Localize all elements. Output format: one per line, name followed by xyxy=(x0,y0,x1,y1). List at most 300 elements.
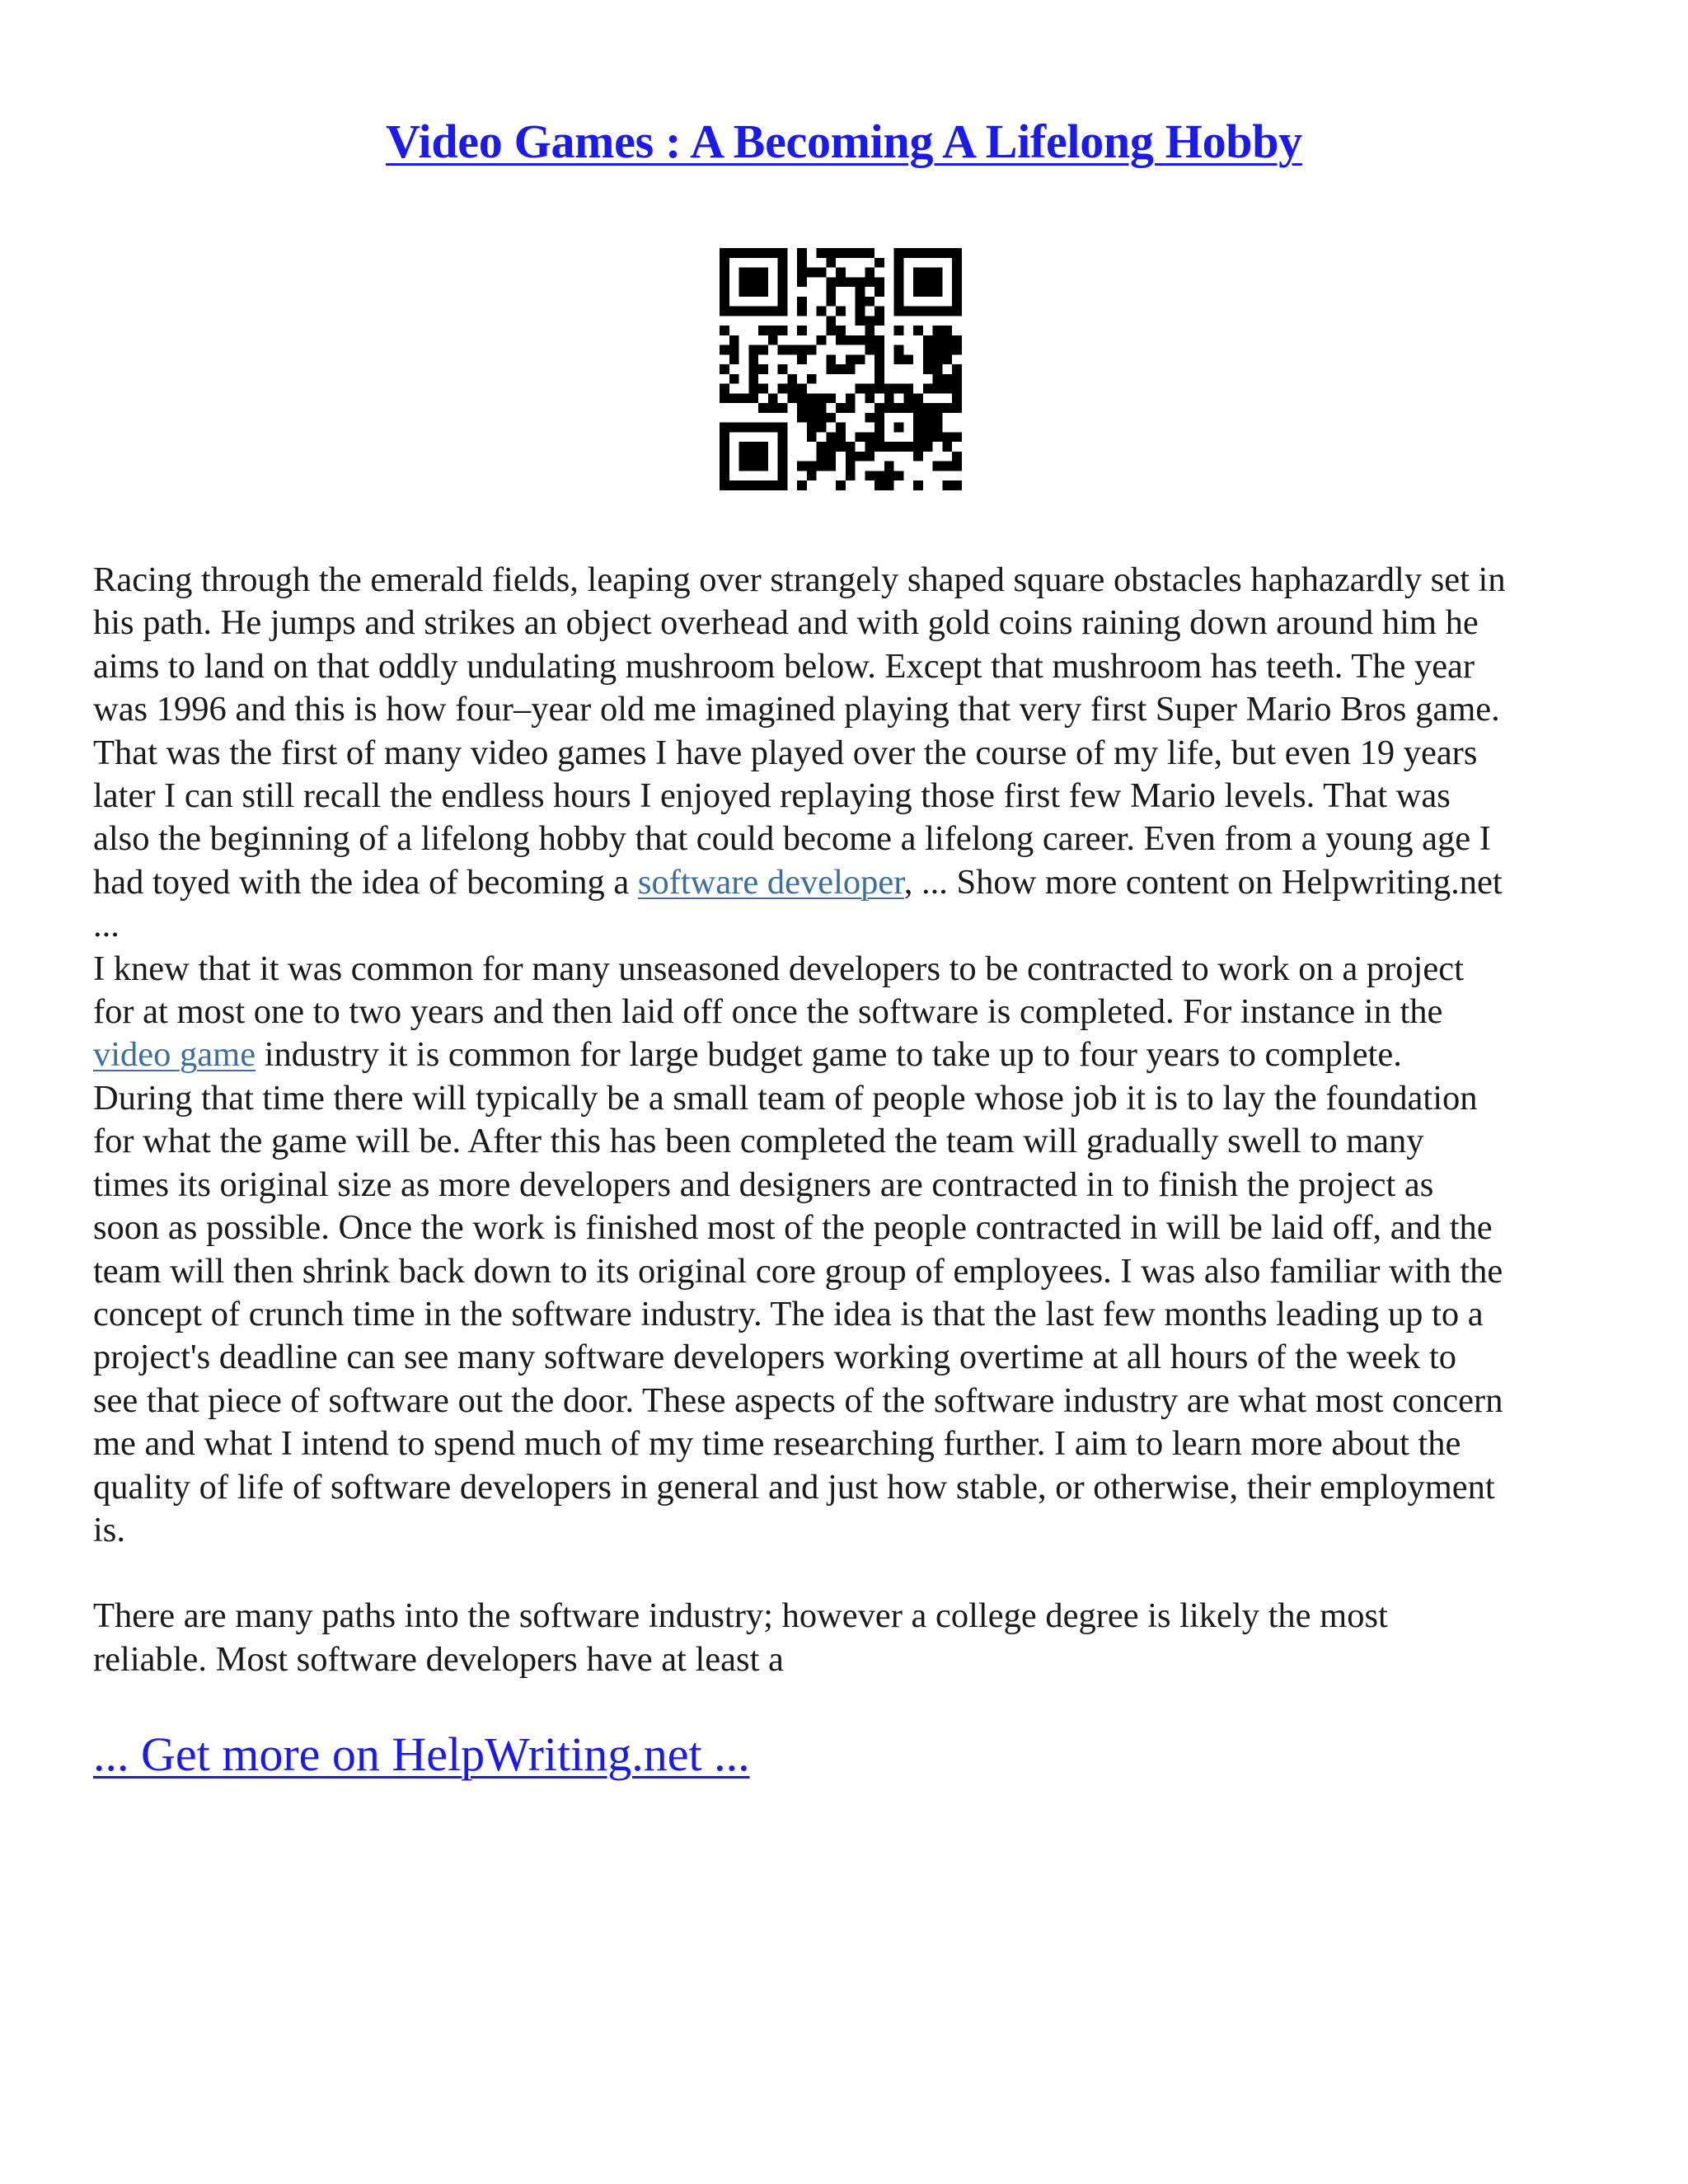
qr-module xyxy=(903,384,913,394)
qr-module xyxy=(836,432,846,442)
qr-module xyxy=(720,326,729,335)
qr-module xyxy=(865,248,874,258)
qr-module xyxy=(720,268,729,278)
qr-module xyxy=(846,248,856,258)
qr-module xyxy=(729,345,739,355)
qr-module xyxy=(952,462,962,471)
qr-module xyxy=(894,297,904,307)
qr-module xyxy=(913,403,923,413)
qr-module xyxy=(933,354,943,364)
qr-module xyxy=(720,277,729,287)
get-more-link[interactable]: ... Get more on HelpWriting.net ... xyxy=(93,1727,750,1781)
qr-module xyxy=(846,335,856,345)
qr-module xyxy=(903,393,913,403)
qr-module xyxy=(913,268,923,278)
text-line: That was the first of many video games I have played over the course of my life, but even 19 years xyxy=(93,733,1478,772)
qr-module xyxy=(874,374,884,384)
qr-module xyxy=(797,277,807,287)
qr-module xyxy=(923,307,933,316)
qr-module xyxy=(748,462,758,471)
qr-module xyxy=(836,442,846,452)
qr-module xyxy=(797,248,807,258)
qr-module xyxy=(952,248,962,258)
qr-module xyxy=(894,403,904,413)
qr-module xyxy=(807,403,817,413)
qr-module xyxy=(856,335,865,345)
qr-module xyxy=(952,287,962,297)
qr-module xyxy=(758,277,768,287)
qr-module xyxy=(952,297,962,307)
qr-module xyxy=(807,268,817,278)
qr-module xyxy=(856,248,865,258)
text-line: I knew that it was common for many unseasoned developers to be contracted to work on a project xyxy=(93,949,1464,988)
text-line: also the beginning of a lifelong hobby that could become a lifelong career. Even from a young age I xyxy=(93,819,1491,859)
qr-module xyxy=(787,384,797,394)
qr-module xyxy=(778,297,788,307)
qr-module xyxy=(748,452,758,462)
qr-module xyxy=(720,480,729,490)
qr-module xyxy=(817,442,827,452)
qr-module xyxy=(913,287,923,297)
qr-code-image xyxy=(720,248,962,490)
qr-module xyxy=(894,354,904,364)
qr-module xyxy=(748,345,758,355)
qr-module xyxy=(874,403,884,413)
qr-module xyxy=(952,403,962,413)
qr-module xyxy=(894,471,904,480)
qr-module xyxy=(923,354,933,364)
qr-module xyxy=(913,277,923,287)
qr-module xyxy=(923,442,933,452)
qr-module xyxy=(856,316,865,326)
qr-module xyxy=(778,364,788,374)
qr-module xyxy=(923,413,933,423)
qr-module xyxy=(952,364,962,374)
qr-module xyxy=(874,316,884,326)
qr-module xyxy=(913,393,923,403)
qr-module xyxy=(865,384,874,394)
qr-module xyxy=(720,258,729,268)
qr-module xyxy=(942,248,952,258)
qr-module xyxy=(768,480,778,490)
qr-module xyxy=(778,423,788,433)
qr-module xyxy=(739,248,749,258)
qr-module xyxy=(817,423,827,433)
qr-module xyxy=(807,423,817,433)
qr-module xyxy=(874,471,884,480)
qr-module xyxy=(913,413,923,423)
qr-module xyxy=(739,277,749,287)
qr-module xyxy=(807,393,817,403)
ellipsis-line: ... xyxy=(93,906,120,945)
qr-module xyxy=(826,354,836,364)
qr-module xyxy=(748,287,758,297)
qr-module xyxy=(913,452,923,462)
qr-module xyxy=(817,403,827,413)
qr-module xyxy=(923,432,933,442)
qr-module xyxy=(923,364,933,374)
paragraph-2 xyxy=(93,948,1601,1553)
qr-module xyxy=(720,345,729,355)
text-line: see that piece of software out the door. These aspects of the software industry are what most concern xyxy=(93,1380,1503,1420)
qr-module xyxy=(865,326,874,335)
qr-module xyxy=(933,462,943,471)
qr-module xyxy=(807,462,817,471)
qr-module xyxy=(923,403,933,413)
qr-module xyxy=(874,258,884,268)
qr-module xyxy=(817,462,827,471)
qr-module xyxy=(836,326,846,335)
text-line-with-link xyxy=(93,861,1601,904)
qr-module xyxy=(826,432,836,442)
qr-module xyxy=(923,287,933,297)
qr-module xyxy=(826,277,836,287)
qr-module xyxy=(846,354,856,364)
qr-module xyxy=(846,462,856,471)
qr-module xyxy=(874,345,884,355)
qr-module xyxy=(739,452,749,462)
qr-module xyxy=(913,432,923,442)
qr-module xyxy=(748,268,758,278)
qr-module xyxy=(720,393,729,403)
qr-module xyxy=(778,307,788,316)
qr-module xyxy=(836,423,846,433)
qr-module xyxy=(720,248,729,258)
qr-module xyxy=(807,471,817,480)
qr-module xyxy=(739,287,749,297)
video-game-link[interactable]: video game xyxy=(93,1035,256,1075)
title-container xyxy=(0,114,1688,169)
qr-module xyxy=(720,432,729,442)
qr-module xyxy=(856,307,865,316)
qr-module xyxy=(846,277,856,287)
qr-module xyxy=(758,384,768,394)
qr-module xyxy=(826,413,836,423)
qr-module xyxy=(903,403,913,413)
qr-module xyxy=(884,403,894,413)
qr-module xyxy=(942,374,952,384)
document-title-link[interactable]: Video Games : A Becoming A Lifelong Hobby xyxy=(386,115,1302,168)
qr-module xyxy=(778,326,788,335)
text-line: for what the game will be. After this has been completed the team will gradually swell to many xyxy=(93,1122,1424,1161)
qr-module xyxy=(768,248,778,258)
qr-module xyxy=(942,432,952,442)
text-line: times its original size as more developers and designers are contracted in to finish the project as xyxy=(93,1165,1434,1204)
qr-module xyxy=(836,480,846,490)
qr-module xyxy=(797,297,807,307)
qr-module xyxy=(884,384,894,394)
text-line: quality of life of software developers in general and just how stable, or otherwise, their employment xyxy=(93,1467,1495,1507)
qr-module xyxy=(952,277,962,287)
qr-module xyxy=(874,364,884,374)
qr-module xyxy=(807,413,817,423)
qr-module xyxy=(720,287,729,297)
qr-module xyxy=(894,423,904,433)
qr-module xyxy=(778,258,788,268)
qr-module xyxy=(817,335,827,345)
qr-module xyxy=(758,364,768,374)
qr-module xyxy=(865,452,874,462)
qr-module xyxy=(748,423,758,433)
qr-module xyxy=(923,345,933,355)
more-link-container xyxy=(93,1727,750,1782)
qr-module xyxy=(758,480,768,490)
qr-module xyxy=(913,248,923,258)
qr-module xyxy=(942,384,952,394)
qr-module xyxy=(729,374,739,384)
qr-module xyxy=(856,432,865,442)
qr-module xyxy=(874,413,884,423)
qr-module xyxy=(748,374,758,384)
qr-module xyxy=(933,268,943,278)
software-developer-link[interactable]: software developer xyxy=(637,862,904,902)
qr-module xyxy=(952,432,962,442)
qr-module xyxy=(797,413,807,423)
text-line-with-link xyxy=(93,1033,1601,1076)
qr-module xyxy=(729,393,739,403)
text-line: aims to land on that oddly undulating mushroom below. Except that mushroom has teeth. The year xyxy=(93,646,1475,686)
qr-module xyxy=(933,248,943,258)
qr-module xyxy=(787,345,797,355)
qr-module xyxy=(720,423,729,433)
qr-module xyxy=(903,307,913,316)
qr-module xyxy=(778,442,788,452)
qr-module xyxy=(865,277,874,287)
qr-module xyxy=(797,258,807,268)
qr-module xyxy=(768,326,778,335)
qr-module xyxy=(807,374,817,384)
qr-module xyxy=(865,335,874,345)
qr-module xyxy=(758,326,768,335)
qr-module xyxy=(846,393,856,403)
qr-module xyxy=(942,307,952,316)
qr-module xyxy=(817,307,827,316)
qr-module xyxy=(874,423,884,433)
qr-module xyxy=(778,462,788,471)
qr-module xyxy=(836,403,846,413)
qr-module xyxy=(894,326,904,335)
qr-module xyxy=(923,423,933,433)
qr-module xyxy=(942,354,952,364)
qr-module xyxy=(768,423,778,433)
qr-module xyxy=(865,316,874,326)
qr-module xyxy=(758,452,768,462)
qr-module xyxy=(720,471,729,480)
qr-module xyxy=(894,307,904,316)
qr-module xyxy=(923,268,933,278)
qr-module xyxy=(923,384,933,394)
qr-module xyxy=(739,480,749,490)
qr-module xyxy=(894,268,904,278)
qr-module xyxy=(778,403,788,413)
text-line: was 1996 and this is how four–year old me imagined playing that very first Super Mario Bros game. xyxy=(93,690,1500,729)
qr-module xyxy=(856,287,865,297)
qr-module xyxy=(826,287,836,297)
qr-module xyxy=(729,307,739,316)
qr-module xyxy=(952,374,962,384)
paragraph-3 xyxy=(93,1595,1601,1681)
qr-module xyxy=(894,248,904,258)
qr-module xyxy=(720,364,729,374)
qr-module xyxy=(748,393,758,403)
qr-module xyxy=(787,393,797,403)
qr-module xyxy=(739,442,749,452)
text-line: for at most one to two years and then laid off once the software is completed. For instance in the xyxy=(93,992,1443,1032)
qr-module xyxy=(874,442,884,452)
text-line: his path. He jumps and strikes an object overhead and with gold coins raining down around him he xyxy=(93,603,1479,643)
qr-module xyxy=(748,384,758,394)
qr-module xyxy=(836,277,846,287)
qr-module xyxy=(952,258,962,268)
qr-module xyxy=(797,462,807,471)
text-line: team will then shrink back down to its original core group of employees. I was also familiar with the xyxy=(93,1251,1503,1291)
qr-module xyxy=(846,403,856,413)
qr-module xyxy=(758,268,768,278)
qr-module xyxy=(933,384,943,394)
text-line: Racing through the emerald fields, leaping over strangely shaped square obstacles haphazardly set in xyxy=(93,560,1506,599)
qr-module xyxy=(933,307,943,316)
qr-module xyxy=(856,277,865,287)
qr-module xyxy=(894,258,904,268)
text-line: soon as possible. Once the work is finished most of the people contracted in will be laid off, and the xyxy=(93,1208,1493,1248)
qr-module xyxy=(933,326,943,335)
text-line: later I can still recall the endless hours I enjoyed replaying those first few Mario levels. That was xyxy=(93,776,1451,816)
qr-module xyxy=(846,452,856,462)
qr-module xyxy=(913,442,923,452)
qr-module xyxy=(826,326,836,335)
qr-module xyxy=(729,423,739,433)
qr-module xyxy=(778,384,788,394)
text-line: There are many paths into the software industry; however a college degree is likely the most xyxy=(93,1596,1388,1636)
text-segment: had toyed with the idea of becoming a xyxy=(93,862,638,902)
qr-module xyxy=(846,471,856,480)
qr-module xyxy=(720,307,729,316)
qr-module xyxy=(758,287,768,297)
qr-module xyxy=(739,393,749,403)
qr-module xyxy=(933,335,943,345)
qr-module xyxy=(817,413,827,423)
text-line: is. xyxy=(93,1510,125,1549)
qr-module xyxy=(758,248,768,258)
qr-module xyxy=(865,471,874,480)
qr-module xyxy=(720,452,729,462)
qr-module xyxy=(942,326,952,335)
qr-module xyxy=(720,384,729,394)
qr-module xyxy=(729,335,739,345)
qr-module xyxy=(826,258,836,268)
qr-module xyxy=(865,297,874,307)
qr-module xyxy=(826,462,836,471)
qr-module xyxy=(817,268,827,278)
qr-module xyxy=(797,403,807,413)
paragraph-spacer xyxy=(93,1552,1601,1595)
qr-module xyxy=(797,307,807,316)
qr-module xyxy=(720,442,729,452)
qr-module xyxy=(826,248,836,258)
qr-module xyxy=(923,277,933,287)
qr-module xyxy=(933,364,943,374)
qr-module xyxy=(720,297,729,307)
qr-module xyxy=(748,364,758,374)
qr-module xyxy=(797,354,807,364)
qr-module xyxy=(933,277,943,287)
qr-module xyxy=(787,374,797,384)
qr-module xyxy=(933,403,943,413)
qr-module xyxy=(952,452,962,462)
qr-module xyxy=(797,326,807,335)
qr-module xyxy=(856,297,865,307)
qr-module xyxy=(758,345,768,355)
qr-module xyxy=(748,277,758,287)
qr-module xyxy=(913,307,923,316)
qr-module xyxy=(729,354,739,364)
qr-module xyxy=(797,384,807,394)
qr-module xyxy=(856,354,865,364)
qr-module xyxy=(894,287,904,297)
qr-module xyxy=(836,248,846,258)
qr-module xyxy=(856,384,865,394)
article-body xyxy=(93,559,1601,1681)
qr-module xyxy=(807,345,817,355)
qr-module xyxy=(874,480,884,490)
qr-module xyxy=(952,268,962,278)
qr-module xyxy=(923,335,933,345)
qr-module xyxy=(874,354,884,364)
qr-module xyxy=(884,442,894,452)
qr-module xyxy=(720,462,729,471)
qr-module xyxy=(739,462,749,471)
qr-module xyxy=(865,268,874,278)
qr-module xyxy=(865,432,874,442)
text-line: reliable. Most software developers have at least a xyxy=(93,1639,784,1679)
qr-module xyxy=(739,268,749,278)
qr-module xyxy=(826,316,836,326)
text-segment: industry it is common for large budget game to take up to four years to complete. xyxy=(256,1035,1402,1075)
qr-code-graphic xyxy=(720,248,962,490)
qr-module xyxy=(942,442,952,452)
qr-module xyxy=(739,307,749,316)
text-line: During that time there will typically be a small team of people whose job it is to lay the foundation xyxy=(93,1078,1478,1118)
qr-module xyxy=(865,442,874,452)
qr-module xyxy=(768,403,778,413)
qr-module xyxy=(903,354,913,364)
qr-module xyxy=(933,345,943,355)
qr-module xyxy=(826,364,836,374)
show-more-text: , ... Show more content on Helpwriting.net xyxy=(903,862,1503,902)
qr-module xyxy=(923,248,933,258)
qr-module xyxy=(884,471,894,480)
qr-module xyxy=(874,287,884,297)
qr-module xyxy=(778,248,788,258)
qr-module xyxy=(768,307,778,316)
qr-module xyxy=(748,248,758,258)
qr-module xyxy=(933,374,943,384)
qr-module xyxy=(836,364,846,374)
qr-module xyxy=(952,307,962,316)
qr-module xyxy=(826,297,836,307)
qr-module xyxy=(884,393,894,403)
qr-module xyxy=(874,307,884,316)
qr-module xyxy=(768,335,778,345)
qr-module xyxy=(933,287,943,297)
qr-module xyxy=(942,462,952,471)
qr-module xyxy=(797,268,807,278)
qr-module xyxy=(894,277,904,287)
qr-module xyxy=(836,307,846,316)
qr-module xyxy=(933,413,943,423)
qr-module xyxy=(894,345,904,355)
qr-module xyxy=(952,480,962,490)
